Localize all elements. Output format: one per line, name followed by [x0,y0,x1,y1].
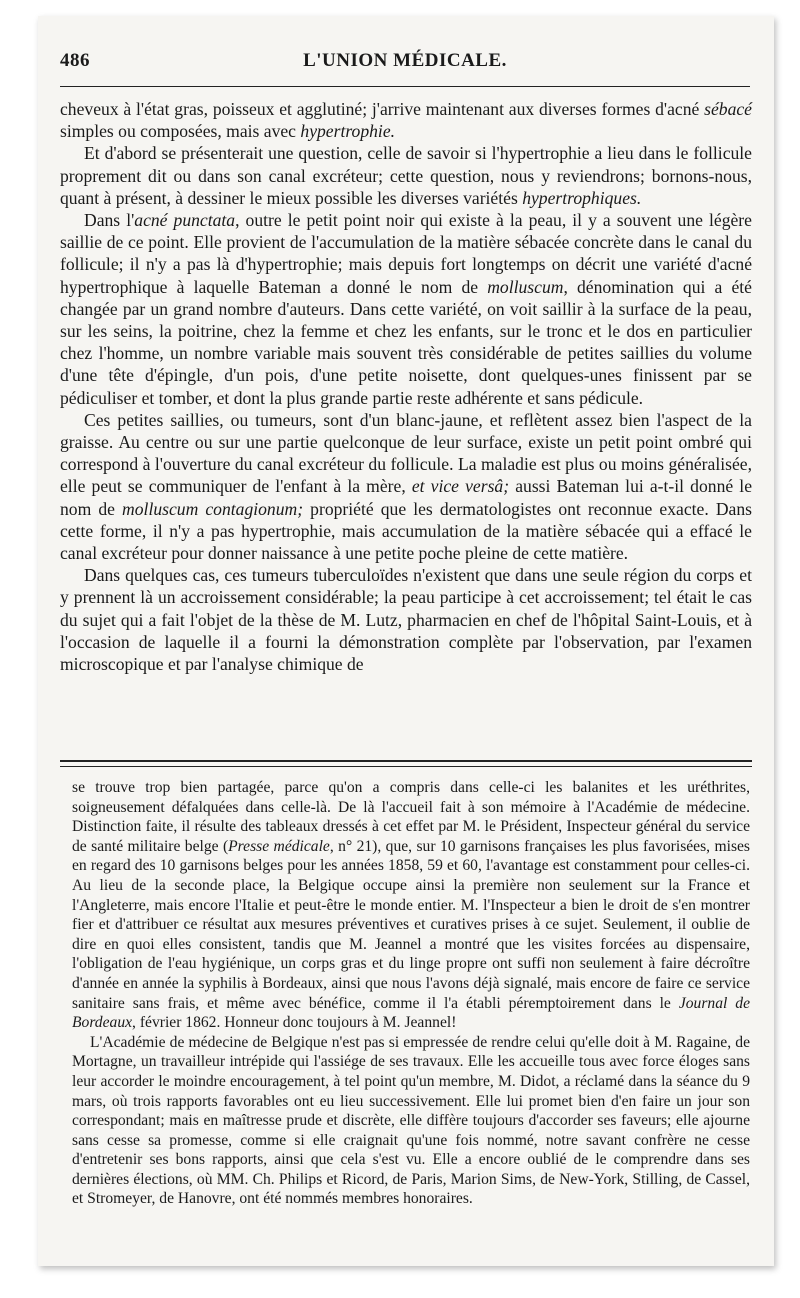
paragraph-1: cheveux à l'état gras, poisseux et agglutiné; j'arrive maintenant aux diverses formes d'acné sébacé simples ou composées, mais avec hypertrophie. [60,99,752,142]
paragraph-5: Dans quelques cas, ces tumeurs tuberculoïdes n'existent que dans une seule région du corps et y prennent là un accroissement considérable; la peau participe à cet accroissement; tel était le cas du sujet qui a fait l'objet de la thèse de M. Lutz, pharmacien en chef de l'hôpital Saint-Louis, et à l'occasion de laquelle il a fourni la démonstration complète par l'observation, par l'examen microscopique et par l'analyse chimique de [60,565,752,675]
page-number: 486 [60,50,90,71]
paragraph-2: Et d'abord se présenterait une question, celle de savoir si l'hypertrophie a lieu dans le follicule proprement dit ou dans son canal excréteur; cette question, nous y reviendrons; bornons-nous, quant à présent, à dessiner le mieux possible les diverses variétés hypertrophiques. [60,143,752,208]
paragraph-4: Ces petites saillies, ou tumeurs, sont d'un blanc-jaune, et reflètent assez bien l'aspect de la graisse. Au centre ou sur une partie quelconque de leur surface, existe un petit point ombré qui correspond à l'ouverture du canal excréteur du follicule. La maladie est plus ou moins généralisée, elle peut se communiquer de l'enfant à la mère, et vice versâ; aussi Bateman lui a-t-il donné le nom de molluscum contagionum; propriété que les dermatologistes ont reconnue exacte. Dans cette forme, il n'y a pas hypertrophie, mais accumulation de la matière sébacée qui a effacé le canal excréteur pour donner naissance à une petite poche pleine de cette matière. [60,409,753,564]
paragraph-3: Dans l'acné punctata, outre le petit point noir qui existe à la peau, il y a souvent une légère saillie de ce point. Elle provient de l'accumulation de la matière sébacée concrète dans le canal du follicule; il n'y a pas là d'hypertrophie; mais depuis fort longtemps on décrit une variété d'acné hypertrophique à laquelle Bateman a donné le nom de molluscum, dénomination qui a été changée par un grand nombre d'auteurs. Dans cette variété, on voit saillir à la surface de la peau, sur les seins, la poitrine, chez la femme et chez les enfants, sur le tronc et le dos en particulier chez l'homme, un nombre variable mais souvent très considérable de petites saillies du volume d'une tête d'épingle, d'un pois, d'une petite noisette, dont quelques-unes finissent par se pédiculiser et tomber, et dont la plus grande partie reste adhérente et sans pédicule. [60,210,752,408]
header-rule [60,86,750,87]
book-page [38,16,774,1266]
footnote-paragraph-2: L'Académie de médecine de Belgique n'est pas si empressée de rendre celui qu'elle doit à M. Ragaine, de Mortagne, un travailleur intrépide qui l'assiége de ses travaux. Elle les accueille tous avec force éloges sans leur accorder le moindre encouragement, à tel point qu'un membre, M. Didot, a réclamé dans la séance du 9 mars, où trois rapports favorables ont eu lieu successivement. Elle lui promet bien d'en faire un jour son correspondant; mais en maîtresse prude et discrète, elle diffère toujours d'accorder ses faveurs; elle ajourne sans cesse sa promesse, comme si elle craignait qu'une fois nommé, notre savant confrère ne cesse d'entretenir ses bons rapports, ainsi que cela s'est vu. Elle a encore oublié de le comprendre dans ses dernières élections, où MM. Ch. Philips et Ricord, de Paris, Marion Sims, de New-York, Stilling, de Cassel, et Stromeyer, de Hanovre, ont été nommés membres honoraires. [72,1033,750,1208]
page-header [60,46,750,76]
footnote-text [72,778,750,1209]
running-title: L'UNION MÉDICALE. [303,50,507,71]
footnote-paragraph-1: se trouve trop bien partagée, parce qu'on a compris dans celle-ci les balanites et les uréthrites, soigneusement défalquées dans celle-là. De là l'accueil fait à son mémoire à l'Académie de médecine. Distinction faite, il résulte des tableaux dressés à cet effet par M. le Président, Inspecteur général du service de santé militaire belge (Presse médicale, n° 21), que, sur 10 garnisons françaises les plus favorisées, mises en regard des 10 garnisons belges pour les années 1858, 59 et 60, l'avantage est constamment pour celles-ci. Au lieu de la seconde place, la Belgique occupe ainsi la première non seulement sur la France et l'Angleterre, mais encore l'Italie et peut-être le monde entier. M. l'Inspecteur a bien le droit de s'en montrer fier et d'attribuer ce résultat aux mesures préventives et curatives prises à ce sujet. Seulement, il oublie de dire en quoi elles consistent, tandis que M. Jeannel a montré que les visites forcées au dispensaire, l'obligation de l'eau hygiénique, un corps gras et du linge propre ont suffi non seulement à faire décroître d'année en année la syphilis à Bordeaux, ainsi que nous l'avons déjà signalé, mais encore de faire ce service sanitaire sans frais, et même avec bénéfice, comme il l'a établi péremptoirement dans le Journal de Bordeaux, février 1862. Honneur donc toujours à M. Jeannel! [72,779,750,1032]
main-text [60,98,752,675]
footnote-separator [60,760,752,767]
